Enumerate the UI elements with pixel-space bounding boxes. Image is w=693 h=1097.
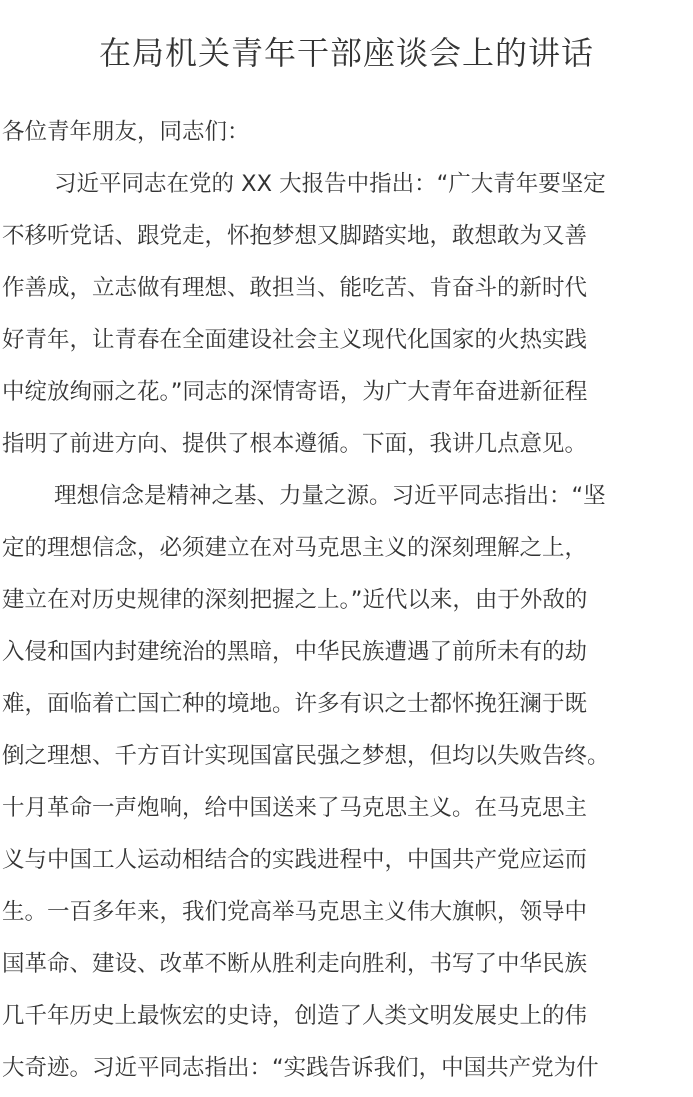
- text-line: 入侵和国内封建统治的黑暗，中华民族遭遇了前所未有的劫: [2, 639, 588, 665]
- text-line: 习近平同志在党的 XX 大报告中指出：“广大青年要坚定: [54, 171, 606, 197]
- text-line: 理想信念是精神之基、力量之源。习近平同志指出：“坚: [54, 483, 606, 509]
- text-line: 大奇迹。习近平同志指出：“实践告诉我们，中国共产党为什: [2, 1055, 599, 1081]
- text-line: 十月革命一声炮响，给中国送来了马克思主义。在马克思主: [2, 795, 588, 821]
- text-line: 难，面临着亡国亡种的境地。许多有识之士都怀挽狂澜于既: [2, 691, 588, 717]
- document-body: [2, 106, 692, 1094]
- text-line: 定的理想信念，必须建立在对马克思主义的深刻理解之上，: [2, 535, 588, 561]
- text-line: 几千年历史上最恢宏的史诗，创造了人类文明发展史上的伟: [2, 1003, 588, 1029]
- text-line: 倒之理想、千方百计实现国富民强之梦想，但均以失败告终。: [2, 743, 610, 769]
- text-line: 国革命、建设、改革不断从胜利走向胜利，书写了中华民族: [2, 951, 588, 977]
- text-line: 好青年，让青春在全面建设社会主义现代化国家的火热实践: [2, 327, 588, 353]
- text-line: 指明了前进方向、提供了根本遵循。下面，我讲几点意见。: [2, 431, 588, 457]
- text-line: 义与中国工人运动相结合的实践进程中，中国共产党应运而: [2, 847, 588, 873]
- text-line: 建立在对历史规律的深刻把握之上。”近代以来，由于外敌的: [2, 587, 588, 613]
- text-line: 中绽放绚丽之花。”同志的深情寄语，为广大青年奋进新征程: [2, 379, 588, 405]
- text-line: 生。一百多年来，我们党高举马克思主义伟大旗帜，领导中: [2, 899, 588, 925]
- salutation-line: 各位青年朋友，同志们：: [2, 119, 250, 145]
- text-line: 作善成，立志做有理想、敢担当、能吃苦、肯奋斗的新时代: [2, 275, 588, 301]
- text-line: 不移听党话、跟党走，怀抱梦想又脚踏实地，敢想敢为又善: [2, 223, 588, 249]
- document-title: 在局机关青年干部座谈会上的讲话: [98, 34, 594, 72]
